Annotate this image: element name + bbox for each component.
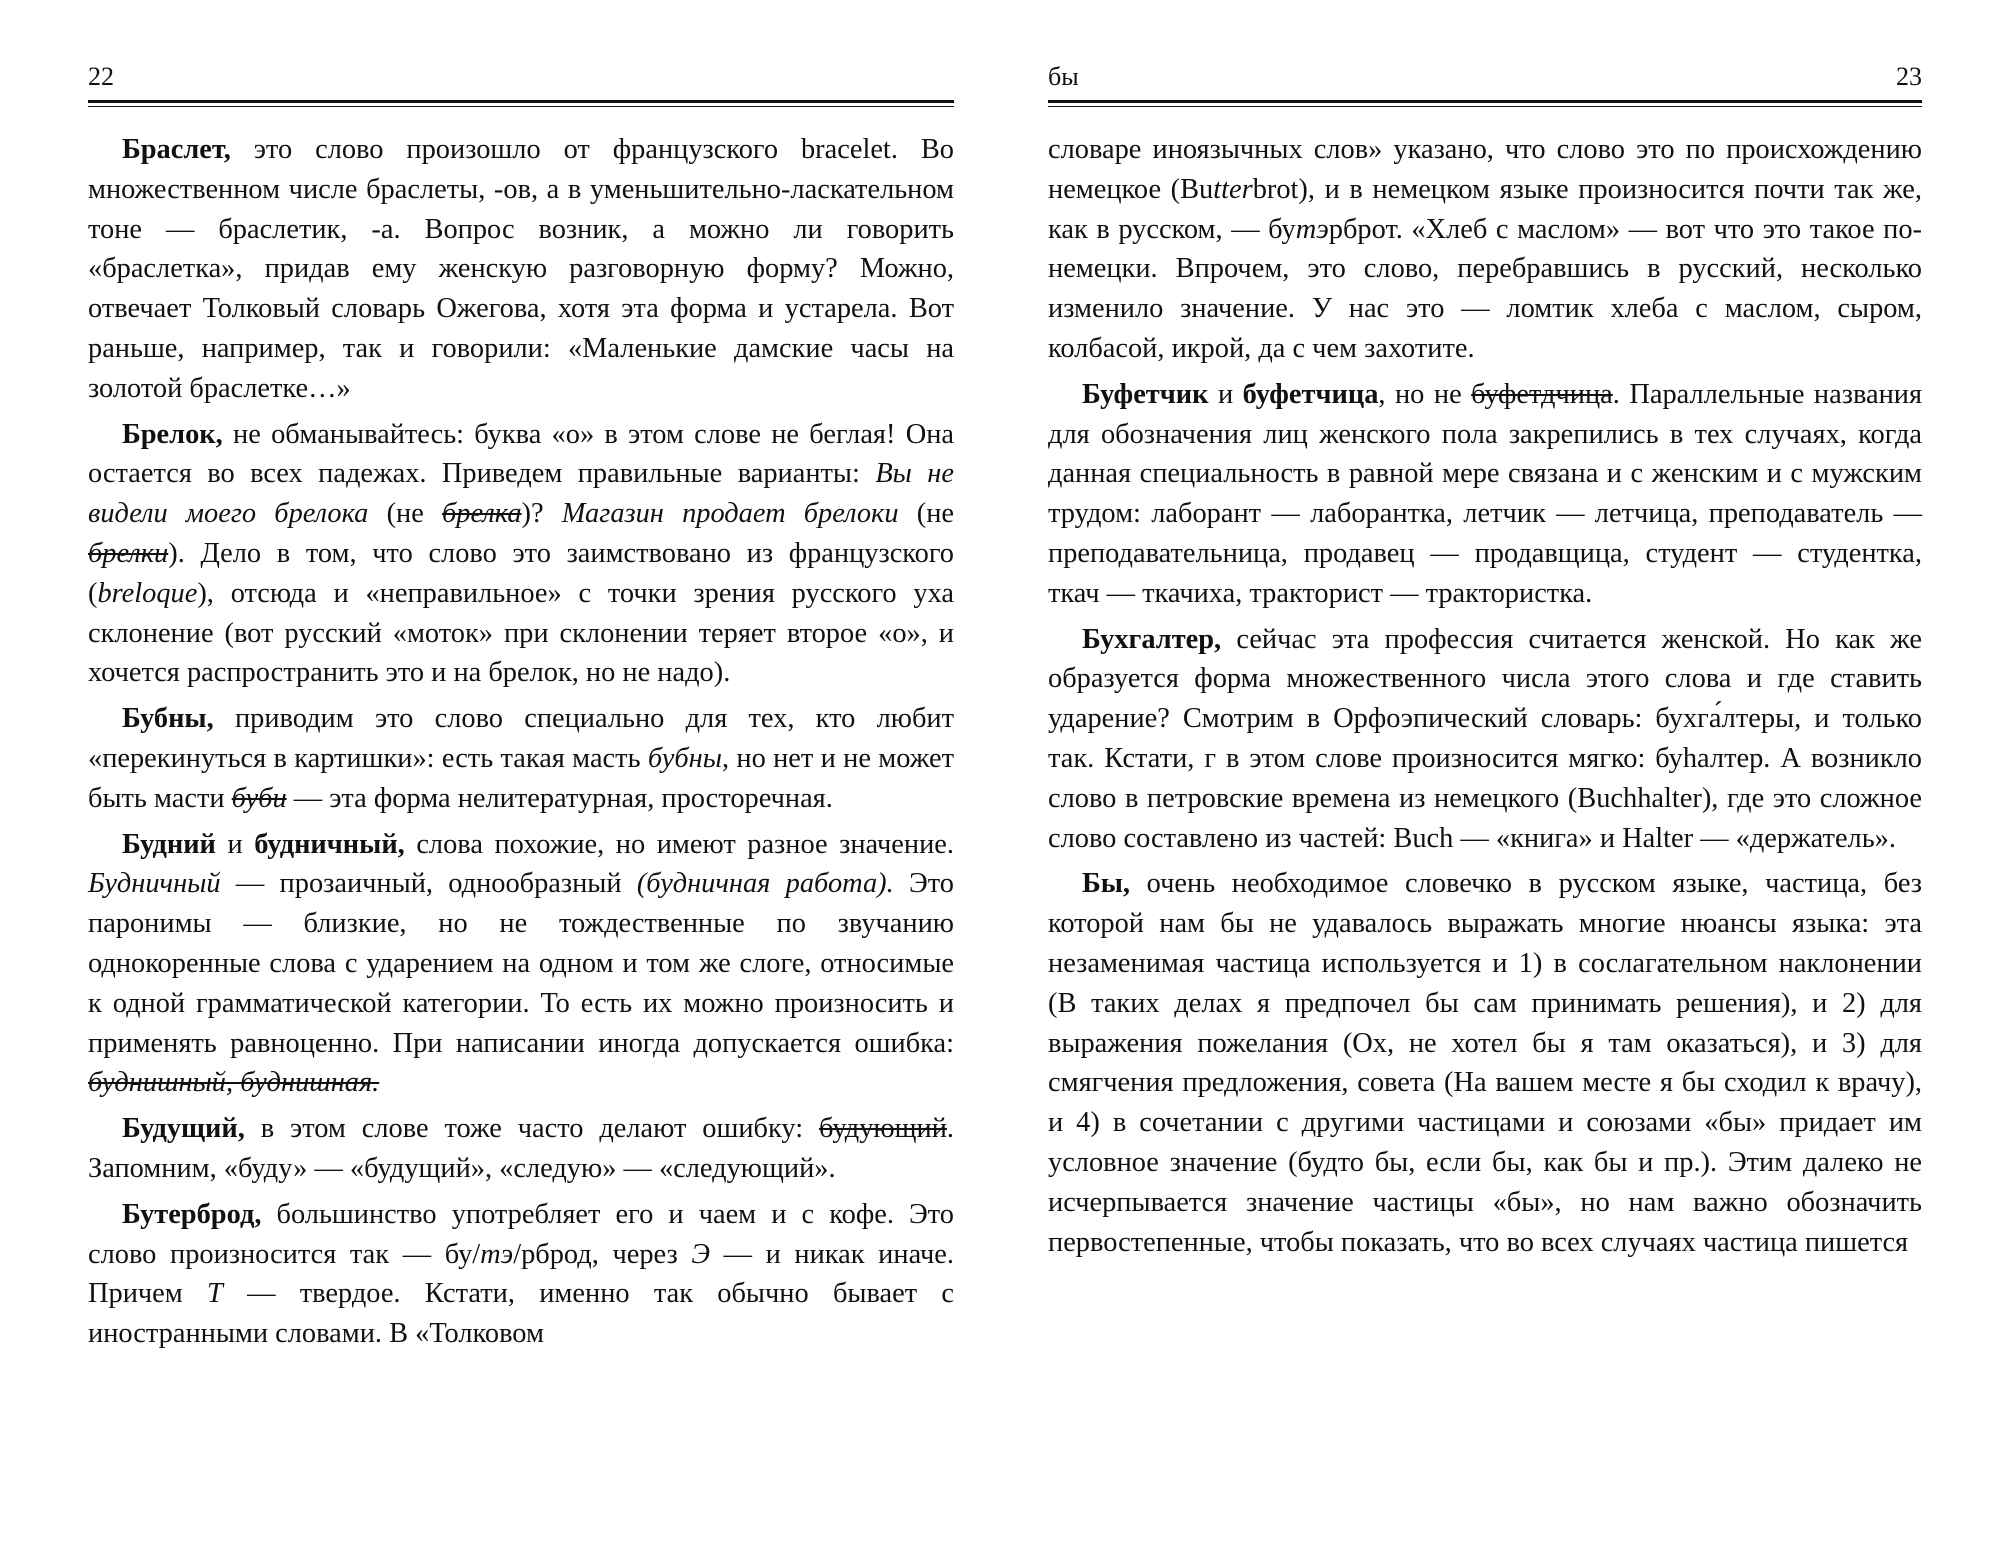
- entry-by: Бы, очень необходимое словечко в русском языке, частица, без которой нам бы не удавалось выражать многие нюансы языка: эта незаменимая частица используется и 1) в сослагательном наклонении (В таких делах я предпочел бы сам принимать решения), и 2) для выражения пожелания (Ох, не хотел бы я там оказаться), и 3) для смягчения предложения, совета (На вашем месте я бы сходил к врачу), и 4) в сочетании с другими частицами и союзами «бы» придает им условное значение (будто бы, если бы, как бы и пр.). Этим далеко не исчерпывается значение частицы «бы», но нам важно обозначить первостепенные, чтобы показать, что во всех случаях частица пишется: [1048, 868, 1922, 1258]
- page-number-right: 23: [1896, 62, 1922, 91]
- entry-term: буфетчица: [1242, 378, 1379, 410]
- entry-term: Бухгалтер,: [1082, 623, 1222, 655]
- right-page-header: [1048, 60, 1922, 100]
- entry-term: будничный,: [254, 828, 405, 860]
- header-rule: [1048, 100, 1922, 106]
- entry-term: Буфетчик: [1082, 378, 1209, 410]
- entry-term: Будний: [122, 828, 216, 860]
- entry-brelok: Брелок, не обманывайтесь: буква «о» в этом слове не беглая! Она остается во всех падежах. Приведем правильные варианты: Вы не видели моего брелока (не брелка)? Магазин продает брелоки (не брелки). Дело в том, что слово это заимствовано из французского (breloque), отсюда и «неправильное» с точки зрения русского уха склонение (вот русский «моток» при склонении теряет второе «о», и хочется распространить это и на брелок, но не надо).: [88, 418, 954, 689]
- running-head: бы: [1048, 62, 1079, 91]
- entry-term: Браслет,: [122, 134, 231, 165]
- entry-term: Бутерброд,: [122, 1198, 262, 1230]
- entry-buterbrod-continued: словаре иноязычных слов» указано, что слово это по происхождению немецкое (Butterbrot), и в немецком языке произносится почти так же, как в русском, — бутэрброт. «Хлеб с маслом» — вот что это такое по-немецки. Впрочем, это слово, перебравшись в русский, несколько изменило значение. У нас это — ломтик хлеба с маслом, сыром, колбасой, икрой, да с чем захотите.: [1048, 134, 1922, 364]
- entry-term: Бубны,: [122, 703, 214, 735]
- page-number-left: 22: [88, 62, 114, 91]
- entry-term: Будущий,: [122, 1113, 245, 1145]
- right-page-text: [1048, 130, 1922, 1268]
- entry-budushchiy: Будущий, в этом слове тоже часто делают ошибку: будующий. Запомним, «буду» — «будущий», «следую» — «следующий».: [88, 1113, 954, 1184]
- entry-bubny: Бубны, приводим это слово специально для тех, кто любит «перекинуться в картишки»: есть такая масть бубны, но нет и не может быть масти буби — эта форма нелитературная, просторечная.: [88, 703, 954, 814]
- entry-braslet: Браслет, это слово произошло от французского bracelet. Во множественном числе браслеты, -ов, а в уменьшительно-ласкательном тоне — браслетик, -а. Вопрос возник, а можно ли говорить «браслетка», придав ему женскую разговорную форму? Можно, отвечает Толковый словарь Ожегова, хотя эта форма и устарела. Вот раньше, например, так и говорили: «Маленькие дамские часы на золотой браслетке…»: [88, 134, 954, 404]
- entry-bukhgalter: Бухгалтер, сейчас эта профессия считается женской. Но как же образуется форма множественного числа этого слова и где ставить ударение? Смотрим в Орфоэпический словарь: бухга́лтеры, и только так. Кстати, г в этом слове произносится мягко: буhалтер. А возникло слово в петровские времена из немецкого (Buchhalter), где это сложное слово составлено из частей: Buch — «книга» и Halter — «держатель».: [1048, 623, 1922, 854]
- entry-term: Брелок,: [122, 418, 223, 450]
- left-page-text: [88, 130, 954, 1360]
- left-page-header: [88, 60, 954, 100]
- entry-bufetchik: Буфетчик и буфетчица, но не буфетдчица. Параллельные названия для обозначения лиц женского пола закрепились в тех случаях, когда данная специальность в равной мере связана и с женским и с мужским трудом: лаборант — лаборантка, летчик — летчица, преподаватель — преподавательница, продавец — продавщица, студент — студентка, ткач — ткачиха, тракторист — трактористка.: [1048, 378, 1923, 609]
- entry-budniy: Будний и будничный, слова похожие, но имеют разное значение. Будничный — прозаичный, однообразный (будничная работа). Это паронимы — близкие, но не тождественные по звучанию однокоренные слова с ударением на одном и том же слоге, относимые к одной грамматической категории. То есть их можно произносить и применять равноценно. При написании иногда допускается ошибка: буднишный, буднишная.: [88, 828, 954, 1099]
- header-rule: [88, 100, 954, 106]
- entry-buterbrod: Бутерброд, большинство употребляет его и чаем и с кофе. Это слово произносится так — бу/тэ/рброд, через Э — и никак иначе. Причем Т — твердое. Кстати, именно так обычно бывает с иностранными словами. В «Толковом: [88, 1198, 955, 1350]
- entry-term: Бы,: [1082, 868, 1131, 900]
